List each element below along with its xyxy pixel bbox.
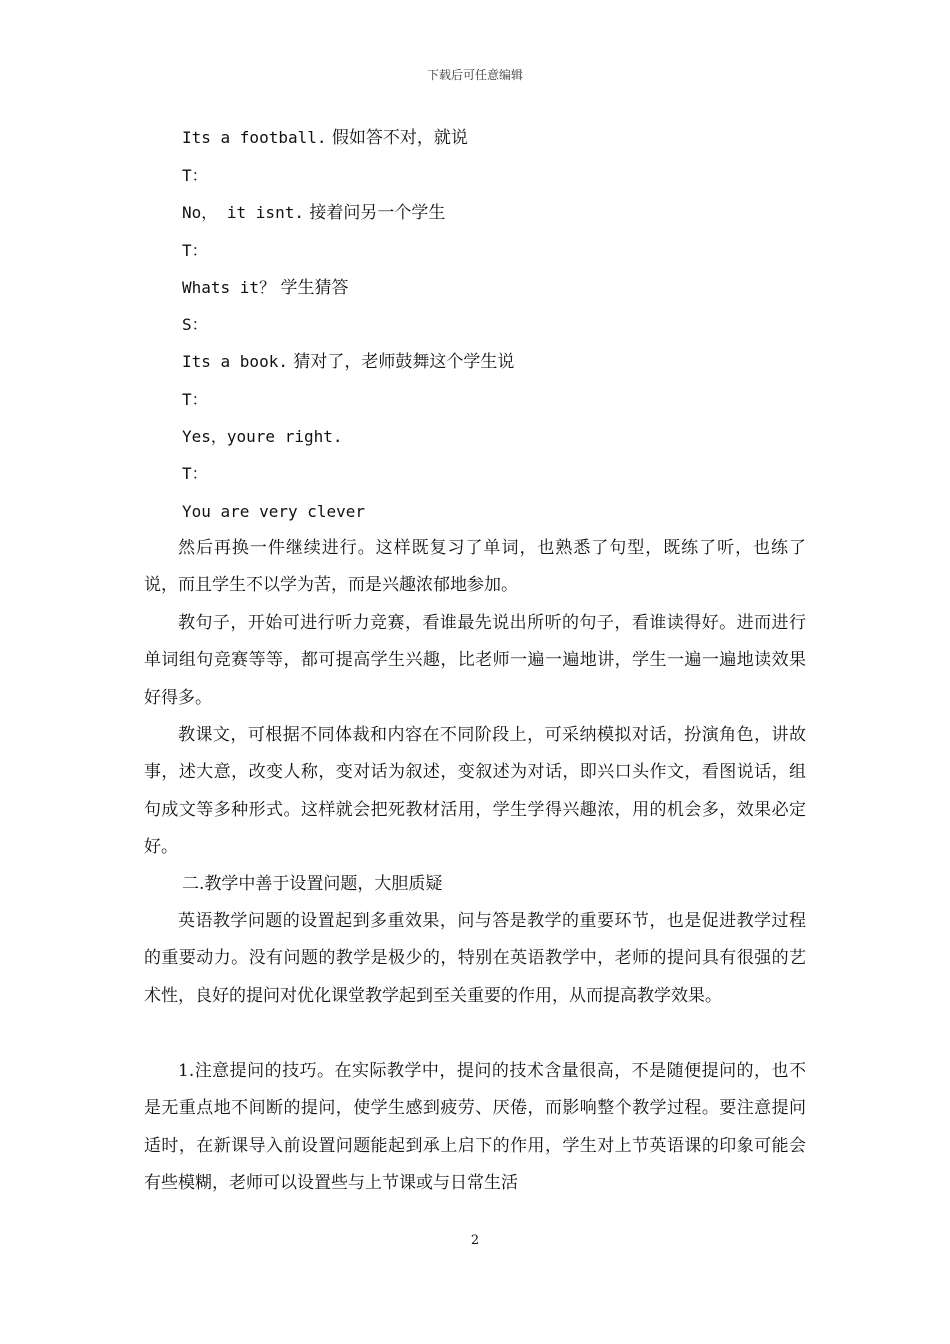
dialogue-english: T： <box>182 390 208 409</box>
dialogue-line <box>182 426 343 448</box>
dialogue-english: You are very clever <box>182 502 366 521</box>
dialogue-line <box>182 501 365 523</box>
dialogue-line <box>182 463 208 485</box>
dialogue-chinese: 假如答不对，就说 <box>326 128 468 148</box>
body-paragraph: 然后再换一件继续进行。这样既复习了单词，也熟悉了句型，既练了听，也练了说，而且学生不以学为苦，而是兴趣浓郁地参加。 <box>144 538 806 596</box>
dialogue-line <box>182 127 468 149</box>
section-heading: 二.教学中善于设置问题，大胆质疑 <box>182 874 443 894</box>
dialogue-chinese: 猜对了，老师鼓舞这个学生说 <box>287 352 515 372</box>
page-number: 2 <box>470 1233 480 1248</box>
dialogue-english: T： <box>182 166 208 185</box>
dialogue-english: T： <box>182 464 208 483</box>
dialogue-english: No， it isnt. <box>182 203 304 222</box>
dialogue-line <box>182 389 208 411</box>
page-header: 下载后可任意编辑 <box>426 68 523 82</box>
dialogue-english: Its a football. <box>182 128 327 147</box>
body-paragraph: 教句子，开始可进行听力竞赛，看谁最先说出所听的句子，看谁读得好。进而进行单词组句竞赛等等，都可提高学生兴趣，比老师一遍一遍地讲，学生一遍一遍地读效果好得多。 <box>144 613 806 708</box>
dialogue-line <box>182 351 514 373</box>
dialogue-line <box>182 277 348 299</box>
dialogue-line <box>182 240 208 262</box>
dialogue-chinese: 学生猜答 <box>275 278 349 298</box>
dialogue-english: T： <box>182 241 208 260</box>
dialogue-english: S： <box>182 315 208 334</box>
dialogue-line <box>182 202 445 224</box>
dialogue-line <box>182 165 208 187</box>
body-paragraph: 1.注意提问的技巧。在实际教学中，提问的技术含量很高，不是随便提问的，也不是无重点地不间断的提问，使学生感到疲劳、厌倦，而影响整个教学过程。要注意提问适时，在新课导入前设置问题能起到承上启下的作用，学生对上节英语课的印象可能会有些模糊，老师可以设置些与上节课或与日常生活 <box>144 1061 806 1194</box>
dialogue-english: Whats it？ <box>182 278 276 297</box>
body-paragraph: 英语教学问题的设置起到多重效果，问与答是教学的重要环节，也是促进教学过程的重要动力。没有问题的教学是极少的，特别在英语教学中，老师的提问具有很强的艺术性，良好的提问对优化课堂教学起到至关重要的作用，从而提高教学效果。 <box>144 911 806 1006</box>
dialogue-english: Its a book. <box>182 352 288 371</box>
body-paragraph: 教课文，可根据不同体裁和内容在不同阶段上，可采纳模拟对话，扮演角色，讲故事，述大意，改变人称，变对话为叙述，变叙述为对话，即兴口头作文，看图说话，组句成文等多种形式。这样就会把死教材活用，学生学得兴趣浓，用的机会多，效果必定好。 <box>144 725 806 858</box>
dialogue-chinese: 接着问另一个学生 <box>303 203 446 223</box>
dialogue-english: Yes，youre right. <box>182 427 343 446</box>
dialogue-line <box>182 314 208 336</box>
